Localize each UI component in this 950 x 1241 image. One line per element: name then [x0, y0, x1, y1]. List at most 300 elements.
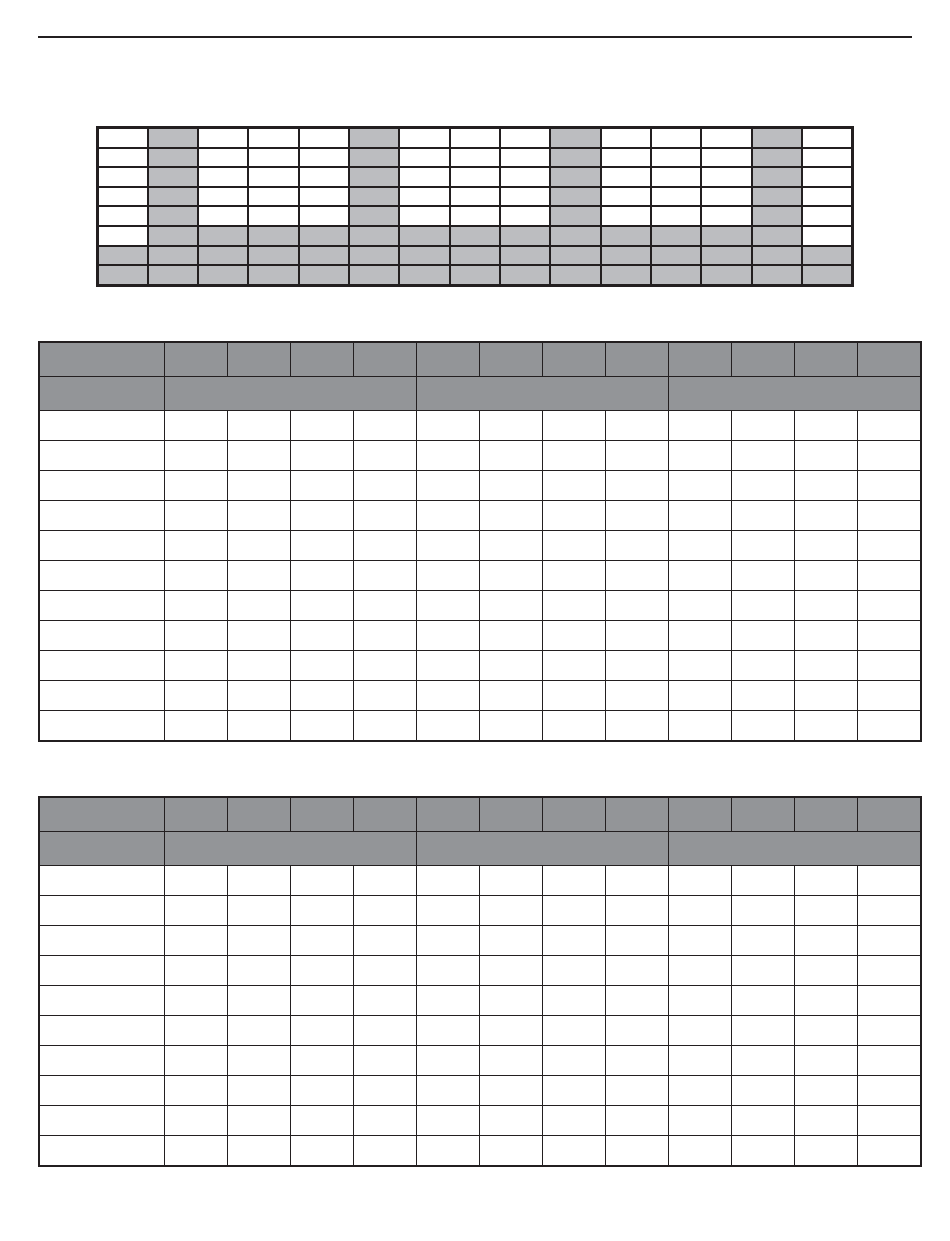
- grid-cell: [399, 265, 449, 285]
- table-cell: [291, 1046, 354, 1076]
- table-cell: [165, 681, 228, 711]
- table-row: [39, 681, 921, 711]
- table-cell: [354, 926, 417, 956]
- grid-cell: [450, 265, 500, 285]
- table-cell: [165, 711, 228, 742]
- grid-cell: [500, 148, 550, 168]
- table-cell: [417, 986, 480, 1016]
- table-cell: [417, 711, 480, 742]
- grid-row: [98, 246, 853, 266]
- grid-cell: [802, 128, 852, 148]
- row-label-cell: [39, 441, 165, 471]
- header-cell: [669, 797, 732, 832]
- table-row: [39, 441, 921, 471]
- grid-cell: [399, 246, 449, 266]
- table-row: [39, 1106, 921, 1136]
- grid-cell: [198, 206, 248, 226]
- grid-cell: [98, 148, 148, 168]
- table-cell: [417, 1046, 480, 1076]
- table-cell: [291, 471, 354, 501]
- table-cell: [732, 681, 795, 711]
- table-cell: [795, 531, 858, 561]
- header-cell: [795, 342, 858, 377]
- table-cell: [858, 711, 922, 742]
- table-cell: [480, 411, 543, 441]
- grid-cell: [349, 148, 399, 168]
- table-cell: [543, 711, 606, 742]
- table-cell: [354, 441, 417, 471]
- table-cell: [354, 651, 417, 681]
- table-cell: [354, 471, 417, 501]
- table-cell: [732, 561, 795, 591]
- grid-cell: [299, 226, 349, 246]
- table-cell: [795, 561, 858, 591]
- table-cell: [732, 591, 795, 621]
- table-cell: [669, 441, 732, 471]
- grid-cell: [500, 187, 550, 207]
- row-label-cell: [39, 1016, 165, 1046]
- grid-cell: [701, 206, 751, 226]
- table-cell: [858, 1076, 922, 1106]
- grid-cell: [450, 167, 500, 187]
- table-cell: [669, 561, 732, 591]
- table-cell: [543, 1136, 606, 1167]
- header-cell: [858, 797, 922, 832]
- header-cell: [732, 342, 795, 377]
- grid-cell: [500, 167, 550, 187]
- grid-cell: [148, 265, 198, 285]
- grid-cell: [752, 206, 802, 226]
- table-cell: [291, 561, 354, 591]
- table-cell: [165, 1016, 228, 1046]
- grid-cell: [500, 265, 550, 285]
- grid-cell: [651, 128, 701, 148]
- table-cell: [795, 986, 858, 1016]
- grid-cell: [349, 206, 399, 226]
- table-cell: [228, 1106, 291, 1136]
- header-cell: [858, 342, 922, 377]
- table-cell: [417, 651, 480, 681]
- table-cell: [732, 1136, 795, 1167]
- table-row: [39, 501, 921, 531]
- table-cell: [480, 1016, 543, 1046]
- grid-cell: [651, 167, 701, 187]
- table-row: [39, 1076, 921, 1106]
- grid-cell: [701, 167, 751, 187]
- table-cell: [354, 1016, 417, 1046]
- header-label-cell: [39, 797, 165, 832]
- grid-cell: [550, 148, 600, 168]
- table-cell: [228, 986, 291, 1016]
- table-cell: [165, 411, 228, 441]
- table-cell: [543, 896, 606, 926]
- table-cell: [606, 471, 669, 501]
- table-cell: [165, 501, 228, 531]
- grid-cell: [399, 128, 449, 148]
- grid-cell: [651, 206, 701, 226]
- table-cell: [291, 1106, 354, 1136]
- table-cell: [291, 681, 354, 711]
- table-cell: [165, 1136, 228, 1167]
- grid-cell: [399, 206, 449, 226]
- grid-cell: [550, 265, 600, 285]
- table-cell: [669, 411, 732, 441]
- table-cell: [795, 926, 858, 956]
- grid-cell: [601, 148, 651, 168]
- table-header-row: [39, 797, 921, 832]
- table-cell: [291, 986, 354, 1016]
- row-label-cell: [39, 621, 165, 651]
- table-cell: [606, 681, 669, 711]
- table-cell: [291, 531, 354, 561]
- grid-cell: [98, 187, 148, 207]
- grid-cell: [349, 128, 399, 148]
- table-cell: [228, 561, 291, 591]
- grid-cell: [601, 206, 651, 226]
- table-cell: [858, 926, 922, 956]
- grid-row: [98, 187, 853, 207]
- table-cell: [795, 411, 858, 441]
- table-cell: [732, 651, 795, 681]
- table-cell: [165, 1106, 228, 1136]
- grid-cell: [802, 246, 852, 266]
- row-label-cell: [39, 956, 165, 986]
- table-cell: [543, 1016, 606, 1046]
- table-cell: [543, 531, 606, 561]
- table-cell: [732, 501, 795, 531]
- grid-cell: [349, 265, 399, 285]
- grid-cell: [450, 246, 500, 266]
- table-cell: [858, 531, 922, 561]
- table-cell: [543, 501, 606, 531]
- table-cell: [606, 896, 669, 926]
- row-label-cell: [39, 866, 165, 896]
- row-label-cell: [39, 591, 165, 621]
- table-cell: [228, 441, 291, 471]
- table-cell: [480, 591, 543, 621]
- section-group-cell: [165, 832, 417, 866]
- grid-cell: [752, 128, 802, 148]
- table-cell: [606, 621, 669, 651]
- table-cell: [732, 1016, 795, 1046]
- table-cell: [606, 411, 669, 441]
- table-cell: [291, 411, 354, 441]
- row-label-cell: [39, 1136, 165, 1167]
- grid-cell: [248, 128, 298, 148]
- table-cell: [354, 1076, 417, 1106]
- table-cell: [354, 896, 417, 926]
- table-cell: [732, 986, 795, 1016]
- table-cell: [732, 531, 795, 561]
- table-cell: [228, 501, 291, 531]
- table-cell: [480, 1046, 543, 1076]
- grid-cell: [198, 187, 248, 207]
- grid-cell: [198, 226, 248, 246]
- row-label-cell: [39, 501, 165, 531]
- grid-cell: [198, 148, 248, 168]
- table-cell: [543, 986, 606, 1016]
- grid-cell: [500, 206, 550, 226]
- header-cell: [543, 797, 606, 832]
- grid-cell: [500, 246, 550, 266]
- grid-cell: [248, 226, 298, 246]
- grid-cell: [98, 128, 148, 148]
- table-cell: [228, 926, 291, 956]
- row-label-cell: [39, 681, 165, 711]
- table-cell: [732, 441, 795, 471]
- grid-cell: [198, 128, 248, 148]
- table-cell: [417, 441, 480, 471]
- table-cell: [606, 711, 669, 742]
- header-cell: [606, 342, 669, 377]
- table-cell: [732, 956, 795, 986]
- grid-row: [98, 226, 853, 246]
- grid-cell: [701, 265, 751, 285]
- table-cell: [669, 591, 732, 621]
- grid-cell: [148, 246, 198, 266]
- grid-cell: [500, 128, 550, 148]
- grid-cell: [752, 187, 802, 207]
- table-cell: [165, 896, 228, 926]
- row-label-cell: [39, 651, 165, 681]
- grid-cell: [98, 246, 148, 266]
- table-cell: [480, 956, 543, 986]
- table-cell: [354, 411, 417, 441]
- header-cell: [354, 797, 417, 832]
- grid-cell: [651, 148, 701, 168]
- table-cell: [228, 621, 291, 651]
- table-row: [39, 531, 921, 561]
- table-cell: [795, 1016, 858, 1046]
- table-cell: [480, 1076, 543, 1106]
- table-cell: [228, 866, 291, 896]
- table-cell: [858, 471, 922, 501]
- table-cell: [543, 1106, 606, 1136]
- table-cell: [606, 561, 669, 591]
- grid-cell: [248, 246, 298, 266]
- table-cell: [417, 471, 480, 501]
- grid-cell: [500, 226, 550, 246]
- table-cell: [795, 711, 858, 742]
- grid-cell: [248, 167, 298, 187]
- table-cell: [543, 1046, 606, 1076]
- grid-cell: [450, 148, 500, 168]
- grid-cell: [98, 206, 148, 226]
- grid-cell: [148, 167, 198, 187]
- row-label-cell: [39, 471, 165, 501]
- grid-cell: [601, 226, 651, 246]
- table-row: [39, 471, 921, 501]
- table-cell: [795, 651, 858, 681]
- table-cell: [165, 591, 228, 621]
- table-row: [39, 561, 921, 591]
- table-cell: [858, 591, 922, 621]
- table-cell: [291, 956, 354, 986]
- grid-row: [98, 206, 853, 226]
- table-cell: [669, 1046, 732, 1076]
- table-cell: [795, 681, 858, 711]
- table-cell: [606, 531, 669, 561]
- grid-cell: [752, 246, 802, 266]
- table-cell: [669, 866, 732, 896]
- table-cell: [669, 681, 732, 711]
- table-cell: [291, 1016, 354, 1046]
- section-group-cell: [417, 377, 669, 411]
- grid-cell: [198, 265, 248, 285]
- row-label-cell: [39, 896, 165, 926]
- table-cell: [480, 711, 543, 742]
- grid-cell: [148, 226, 198, 246]
- table-cell: [291, 896, 354, 926]
- table-cell: [606, 1076, 669, 1106]
- table-cell: [480, 1106, 543, 1136]
- table-cell: [543, 441, 606, 471]
- grid-cell: [349, 187, 399, 207]
- table-cell: [417, 621, 480, 651]
- grid-cell: [248, 265, 298, 285]
- row-label-cell: [39, 1046, 165, 1076]
- section-group-row: [39, 377, 921, 411]
- table-row: [39, 956, 921, 986]
- grid-cell: [349, 246, 399, 266]
- table-cell: [606, 986, 669, 1016]
- header-cell: [480, 342, 543, 377]
- table-cell: [228, 1136, 291, 1167]
- grid-cell: [148, 206, 198, 226]
- table-row: [39, 896, 921, 926]
- table-header-row: [39, 342, 921, 377]
- table-cell: [606, 1046, 669, 1076]
- row-label-cell: [39, 411, 165, 441]
- header-cell: [291, 342, 354, 377]
- grid-cell: [450, 206, 500, 226]
- section-group-cell: [669, 377, 922, 411]
- table-cell: [291, 441, 354, 471]
- table-cell: [228, 711, 291, 742]
- grid-cell: [450, 128, 500, 148]
- grid-cell: [701, 128, 751, 148]
- table-cell: [669, 621, 732, 651]
- grid-cell: [550, 206, 600, 226]
- table-cell: [795, 441, 858, 471]
- grid-cell: [550, 167, 600, 187]
- table-cell: [858, 896, 922, 926]
- table-cell: [732, 926, 795, 956]
- grid-cell: [248, 187, 298, 207]
- table-cell: [291, 621, 354, 651]
- table-cell: [858, 1136, 922, 1167]
- table-cell: [354, 1046, 417, 1076]
- table-cell: [669, 531, 732, 561]
- grid-cell: [802, 226, 852, 246]
- table-row: [39, 591, 921, 621]
- row-label-cell: [39, 926, 165, 956]
- grid-cell: [550, 128, 600, 148]
- table-cell: [669, 1106, 732, 1136]
- table-cell: [543, 411, 606, 441]
- grid-cell: [299, 148, 349, 168]
- table-cell: [165, 531, 228, 561]
- table-cell: [480, 681, 543, 711]
- grid-cell: [651, 187, 701, 207]
- header-cell: [291, 797, 354, 832]
- table-cell: [732, 866, 795, 896]
- table-cell: [480, 621, 543, 651]
- table-cell: [291, 1136, 354, 1167]
- table-cell: [732, 621, 795, 651]
- table-cell: [165, 621, 228, 651]
- table-row: [39, 711, 921, 742]
- table-cell: [417, 681, 480, 711]
- grid-row: [98, 265, 853, 285]
- table-cell: [732, 471, 795, 501]
- grid-cell: [450, 187, 500, 207]
- table-cell: [795, 471, 858, 501]
- table-cell: [480, 441, 543, 471]
- table-cell: [543, 956, 606, 986]
- table-cell: [669, 986, 732, 1016]
- table-cell: [795, 896, 858, 926]
- grid-cell: [752, 148, 802, 168]
- section-group-cell: [165, 377, 417, 411]
- grid-cell: [248, 206, 298, 226]
- grid-cell: [550, 246, 600, 266]
- log-table-2: [38, 796, 922, 1167]
- header-cell: [228, 797, 291, 832]
- table-cell: [858, 411, 922, 441]
- grid-cell: [752, 265, 802, 285]
- grid-cell: [148, 148, 198, 168]
- table-cell: [291, 501, 354, 531]
- grid-cell: [651, 246, 701, 266]
- grid-cell: [299, 167, 349, 187]
- grid-cell: [399, 226, 449, 246]
- table-cell: [165, 651, 228, 681]
- table-cell: [228, 681, 291, 711]
- table-cell: [417, 1106, 480, 1136]
- table-cell: [354, 956, 417, 986]
- table-row: [39, 1046, 921, 1076]
- table-row: [39, 986, 921, 1016]
- table-cell: [543, 1076, 606, 1106]
- table-cell: [417, 591, 480, 621]
- header-cell: [354, 342, 417, 377]
- table-cell: [165, 441, 228, 471]
- table-cell: [354, 711, 417, 742]
- table-row: [39, 1136, 921, 1167]
- grid-cell: [98, 226, 148, 246]
- grid-cell: [299, 246, 349, 266]
- table-cell: [732, 1076, 795, 1106]
- table-row: [39, 621, 921, 651]
- table-cell: [228, 956, 291, 986]
- table-cell: [543, 471, 606, 501]
- header-cell: [228, 342, 291, 377]
- grid-cell: [601, 128, 651, 148]
- table-cell: [417, 501, 480, 531]
- table-cell: [291, 711, 354, 742]
- table-cell: [228, 896, 291, 926]
- header-cell: [543, 342, 606, 377]
- row-label-cell: [39, 1076, 165, 1106]
- table-row: [39, 651, 921, 681]
- table-cell: [291, 651, 354, 681]
- table-cell: [795, 1046, 858, 1076]
- table-cell: [480, 531, 543, 561]
- table-cell: [858, 651, 922, 681]
- table-cell: [858, 1106, 922, 1136]
- grid-cell: [198, 167, 248, 187]
